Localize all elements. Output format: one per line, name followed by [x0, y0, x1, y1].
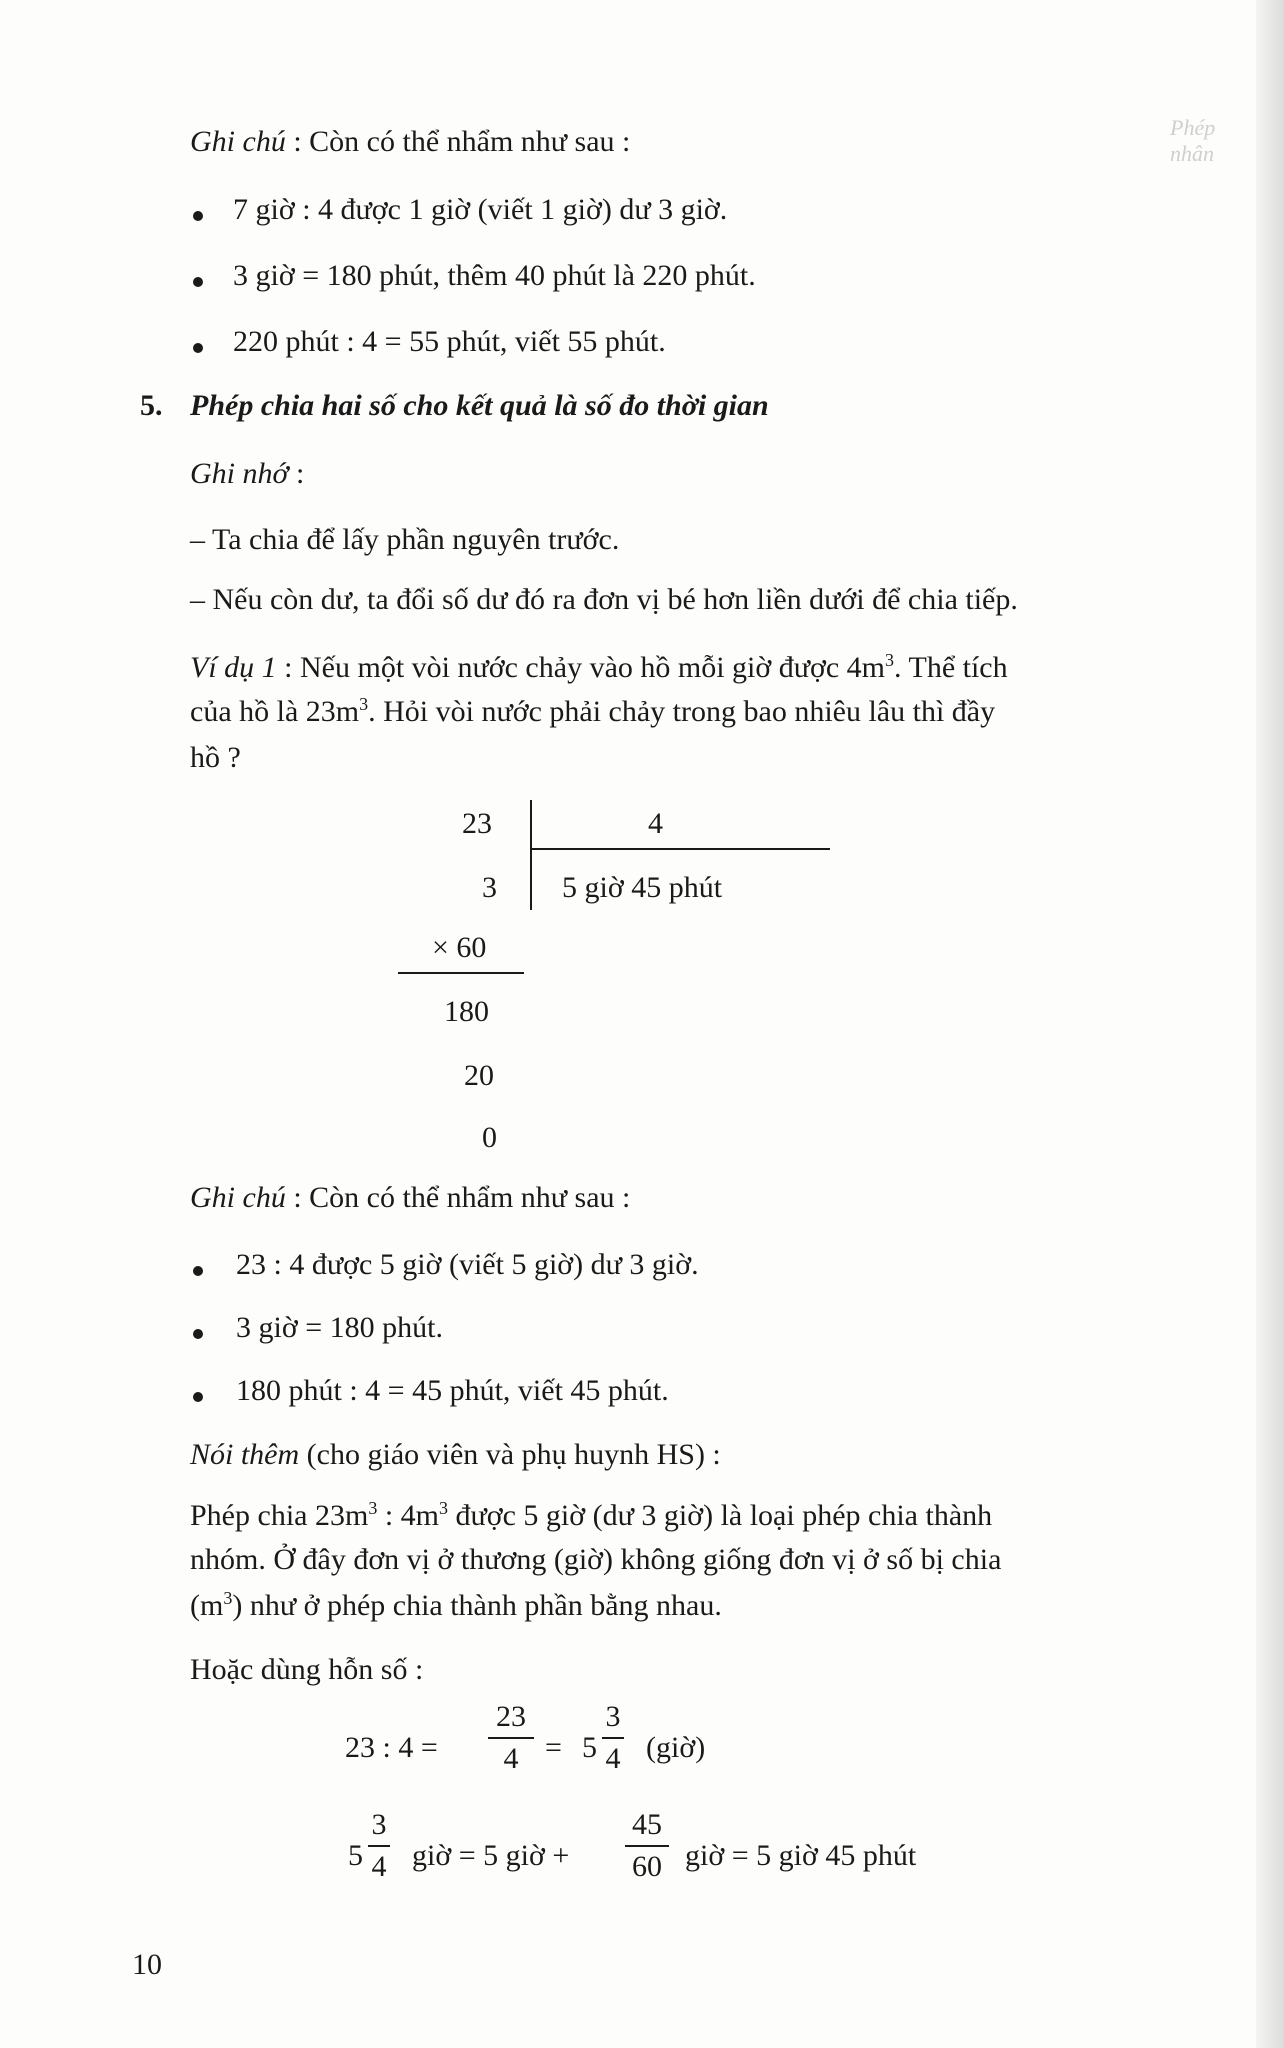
example1-sup-a: 3: [885, 650, 895, 670]
page-number: 10: [132, 1948, 162, 1981]
extra-p1-sup1: 3: [368, 1498, 378, 1518]
bleed-through-text: Phép nhân: [1170, 115, 1216, 166]
formula1-fraction-denominator: 4: [503, 1742, 519, 1775]
example1-line2-a: của hồ là 23m: [190, 695, 360, 728]
formula2-mixed-numerator: 3: [371, 1808, 387, 1841]
formula1-equals: =: [545, 1731, 562, 1764]
mixed-number-intro: Hoặc dùng hỗn số :: [190, 1653, 424, 1686]
note1-bullet-1: 7 giờ : 4 được 1 giờ (viết 1 giờ) dư 3 giờ.: [233, 193, 728, 226]
note2-bullet-3: 180 phút : 4 = 45 phút, viết 45 phút.: [236, 1374, 669, 1407]
fraction-bar: [488, 1737, 534, 1739]
extra-paragraph-line2: nhóm. Ở đây đơn vị ở thương (giờ) không giống đơn vị ở số bị chia: [190, 1543, 1002, 1576]
note1-heading: [190, 122, 630, 162]
remember-label: Ghi nhớ: [190, 457, 289, 490]
page-edge-shadow: [1256, 0, 1284, 2048]
note1-bullet-3: 220 phút : 4 = 55 phút, viết 55 phút.: [233, 325, 666, 358]
formula1-mixed-denominator: 4: [605, 1742, 621, 1775]
extra-p1-sup2: 3: [438, 1498, 448, 1518]
extra-p1-b: : 4m: [377, 1499, 439, 1532]
extra-p3-a: (m: [190, 1589, 224, 1622]
formula1-fraction-numerator: 23: [496, 1700, 526, 1733]
bullet-icon: [193, 1392, 203, 1402]
fraction-bar: [368, 1845, 390, 1847]
remainder-2: 20: [464, 1059, 494, 1092]
note2-label: Ghi chú: [190, 1181, 286, 1214]
remember-suffix: :: [288, 457, 305, 490]
division-vertical-bar: [530, 800, 532, 910]
extra-heading: [190, 1435, 721, 1475]
formula2-mixed-denominator: 4: [371, 1850, 387, 1883]
section5-title: Phép chia hai số cho kết quả là số đo thời gian: [190, 389, 769, 422]
formula2-mid: giờ = 5 giờ +: [412, 1839, 570, 1872]
multiplier: × 60: [432, 931, 487, 964]
formula2-fraction: [625, 1808, 669, 1884]
formula1-fraction: [488, 1700, 534, 1776]
note2-heading: [190, 1178, 630, 1218]
formula1-mixed-numerator: 3: [605, 1700, 621, 1733]
remainder-1: 3: [482, 871, 497, 904]
formula2-whole: 5: [348, 1839, 363, 1872]
extra-p1-a: Phép chia 23m: [190, 1499, 369, 1532]
formula2-rhs: giờ = 5 giờ 45 phút: [685, 1839, 917, 1872]
remainder-3: 0: [482, 1121, 497, 1154]
formula2-mixed-fraction: [368, 1808, 390, 1884]
divisor: 4: [648, 807, 663, 840]
example1-sup-b: 3: [359, 694, 369, 714]
example1-label: Ví dụ 1: [190, 651, 277, 684]
note2-bullet-2: 3 giờ = 180 phút.: [236, 1311, 443, 1344]
extra-p3-sup: 3: [223, 1588, 233, 1608]
example1-line3: hồ ?: [190, 741, 241, 774]
formula1-lhs: 23 : 4 =: [345, 1731, 438, 1764]
bullet-icon: [193, 211, 203, 221]
quotient: 5 giờ 45 phút: [562, 871, 723, 904]
formula2-fraction-numerator: 45: [632, 1808, 662, 1841]
extra-p1-c: được 5 giờ (dư 3 giờ) là loại phép chia thành: [447, 1499, 993, 1532]
rule-2: – Nếu còn dư, ta đổi số dư đó ra đơn vị bé hơn liền dưới để chia tiếp.: [190, 583, 1018, 616]
multiplication-bar: [398, 972, 524, 974]
formula1-mixed-fraction: [602, 1700, 624, 1776]
formula1-unit: (giờ): [646, 1731, 706, 1764]
bullet-icon: [193, 1266, 203, 1276]
division-horizontal-bar: [530, 848, 830, 850]
example1-text-b: . Thể tích: [894, 651, 1008, 684]
note2-text: : Còn có thể nhẩm như sau :: [285, 1181, 631, 1214]
rule-1: – Ta chia để lấy phần nguyên trước.: [190, 523, 620, 556]
remember-heading: [190, 454, 304, 494]
bullet-icon: [193, 1329, 203, 1339]
example1-line2-b: . Hỏi vòi nước phải chảy trong bao nhiêu lâu thì đầy: [368, 695, 996, 728]
note1-text: : Còn có thể nhẩm như sau :: [285, 125, 631, 158]
fraction-bar: [625, 1845, 669, 1847]
example1-line1: [190, 648, 1008, 688]
bullet-icon: [193, 277, 203, 287]
bullet-icon: [193, 343, 203, 353]
extra-text: (cho giáo viên và phụ huynh HS) :: [299, 1438, 721, 1471]
note2-bullet-1: 23 : 4 được 5 giờ (viết 5 giờ) dư 3 giờ.: [236, 1248, 699, 1281]
extra-p3-b: ) như ở phép chia thành phần bằng nhau.: [232, 1589, 722, 1622]
note1-label: Ghi chú: [190, 125, 286, 158]
example1-line2: [190, 692, 995, 732]
dividend: 23: [462, 807, 492, 840]
section5-number: 5.: [140, 389, 163, 422]
extra-paragraph-line3: [190, 1586, 722, 1626]
converted-minutes: 180: [444, 995, 489, 1028]
note1-bullet-2: 3 giờ = 180 phút, thêm 40 phút là 220 phút.: [233, 259, 756, 292]
extra-label: Nói thêm: [190, 1438, 300, 1471]
example1-text-a: : Nếu một vòi nước chảy vào hồ mỗi giờ được 4m: [276, 651, 886, 684]
formula1-whole: 5: [582, 1731, 597, 1764]
extra-paragraph-line1: [190, 1496, 992, 1536]
fraction-bar: [602, 1737, 624, 1739]
formula2-fraction-denominator: 60: [632, 1850, 662, 1883]
